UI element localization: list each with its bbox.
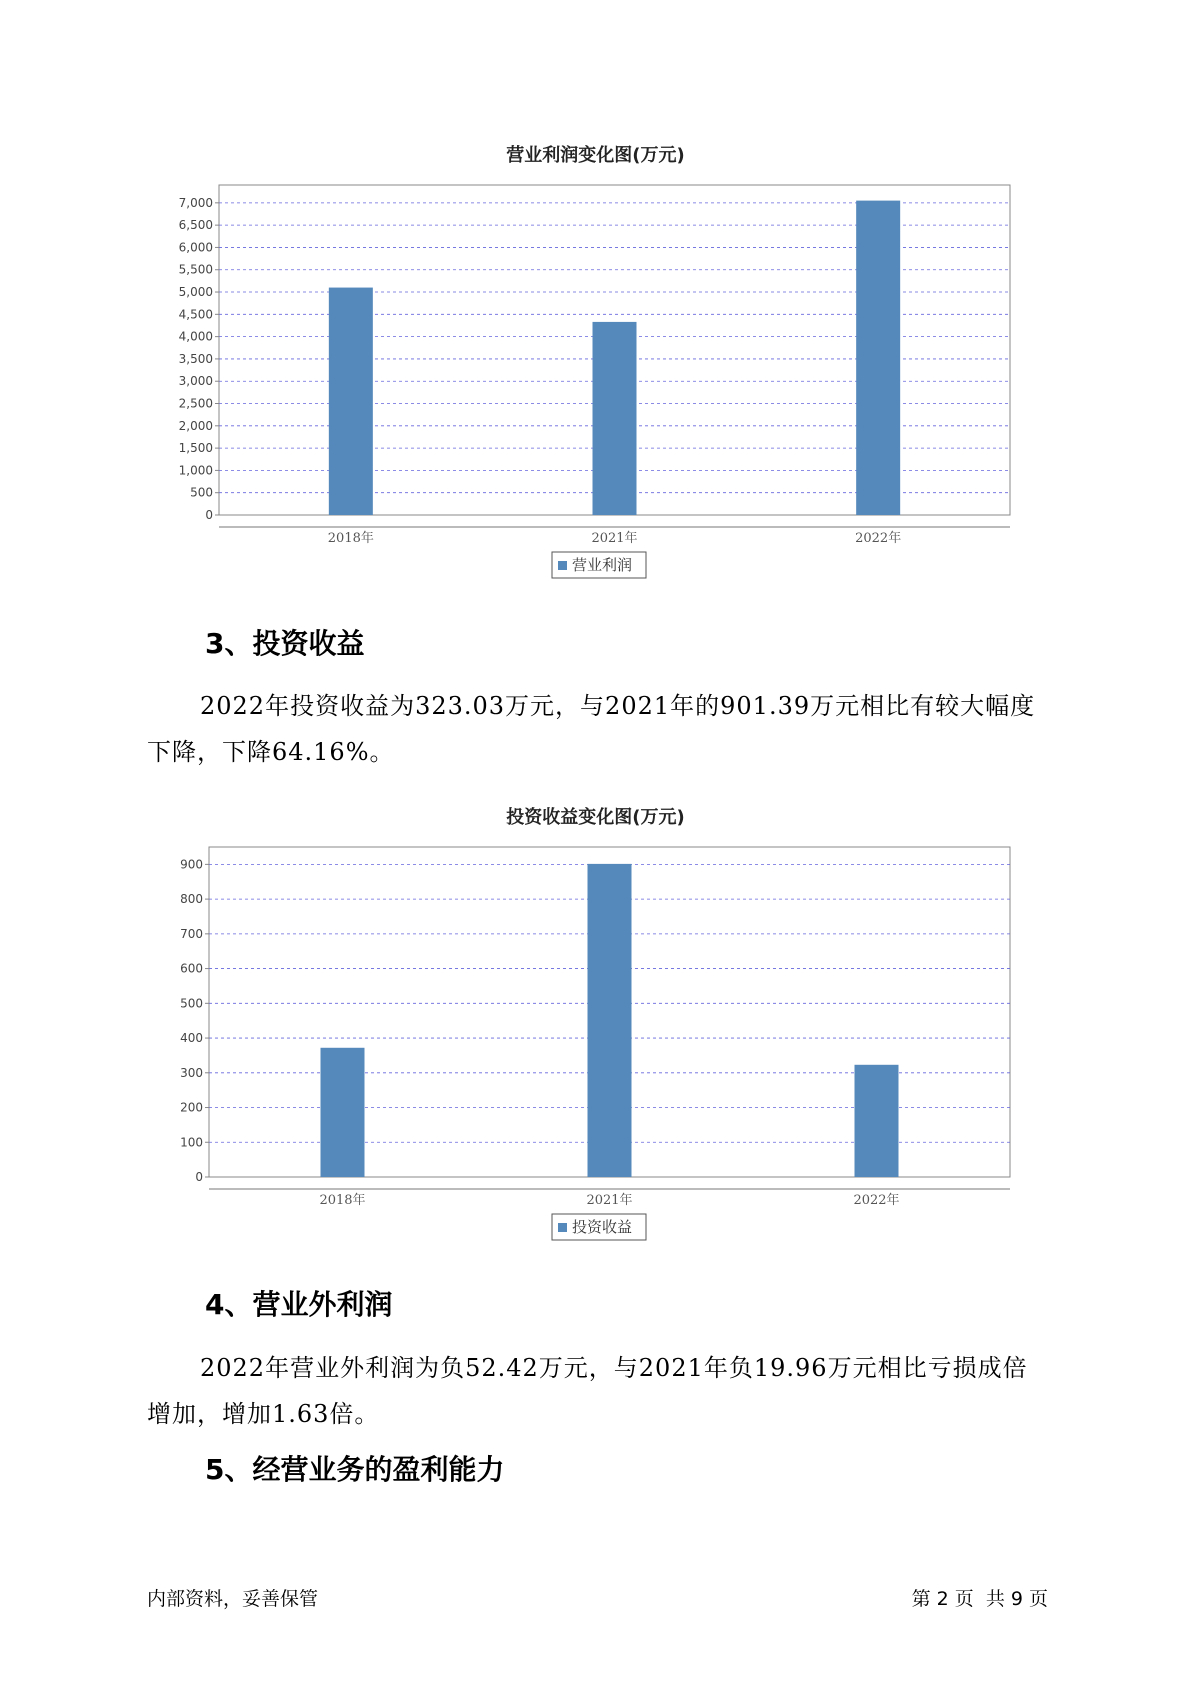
- bar-2022年: [855, 1065, 899, 1177]
- x-tick-label: 2018年: [319, 1193, 366, 1208]
- x-tick-label: 2022年: [853, 1193, 900, 1208]
- legend-label: 投资收益: [572, 1218, 633, 1236]
- footer-page-number: 第 2 页 共 9 页: [911, 1588, 1048, 1610]
- y-tick-label: 500: [180, 996, 203, 1011]
- legend: [552, 1214, 646, 1240]
- bar-2021年: [593, 322, 637, 515]
- y-tick-label: 4,000: [178, 329, 213, 344]
- section-heading-investment-income: 3、投资收益: [205, 627, 365, 660]
- legend-label: 营业利润: [572, 556, 633, 574]
- y-tick-label: 6,000: [178, 240, 213, 255]
- footer-confidential-note: 内部资料，妥善保管: [147, 1588, 319, 1610]
- y-tick-label: 5,500: [178, 262, 213, 277]
- y-tick-label: 2,500: [178, 396, 213, 411]
- y-tick-label: 100: [180, 1135, 203, 1150]
- y-tick-label: 800: [180, 892, 203, 907]
- y-tick-label: 600: [180, 961, 203, 976]
- legend-swatch: [558, 1223, 567, 1232]
- y-tick-label: 1,500: [178, 441, 213, 456]
- section-paragraph-non-operating-profit: 2022年营业外利润为负52.42万元，与2021年负19.96万元相比亏损成倍增加，增加1.63倍。: [147, 1354, 1028, 1428]
- bar-2018年: [329, 288, 373, 515]
- y-tick-label: 3,000: [178, 374, 213, 389]
- y-tick-label: 0: [205, 508, 213, 522]
- bar-2018年: [321, 1048, 365, 1177]
- x-tick-label: 2021年: [591, 531, 638, 546]
- y-tick-label: 4,500: [178, 307, 213, 322]
- investment-income-chart: [0, 832, 1191, 1244]
- bar-2022年: [856, 201, 900, 515]
- y-tick-label: 1,000: [178, 463, 213, 478]
- x-tick-label: 2018年: [327, 531, 374, 546]
- x-tick-label: 2021年: [586, 1193, 633, 1208]
- y-tick-label: 3,500: [178, 351, 213, 366]
- y-tick-label: 6,500: [178, 218, 213, 233]
- section-paragraph-investment-income: 2022年投资收益为323.03万元，与2021年的901.39万元相比有较大幅度下降，下降64.16%。: [147, 692, 1036, 766]
- section-heading-business-profitability: 5、经营业务的盈利能力: [205, 1453, 505, 1486]
- chart-title-operating-profit: 营业利润变化图(万元): [506, 145, 685, 166]
- y-tick-label: 400: [180, 1031, 203, 1046]
- y-tick-label: 700: [180, 926, 203, 941]
- y-tick-label: 5,000: [178, 285, 213, 300]
- chart-title-investment-income: 投资收益变化图(万元): [506, 807, 685, 828]
- bar-2021年: [588, 864, 632, 1177]
- y-tick-label: 7,000: [178, 195, 213, 210]
- y-tick-label: 300: [180, 1065, 203, 1080]
- y-tick-label: 500: [190, 485, 213, 500]
- operating-profit-chart: [0, 170, 1191, 590]
- legend-swatch: [558, 561, 567, 570]
- y-tick-label: 2,000: [178, 418, 213, 433]
- y-tick-label: 0: [195, 1170, 203, 1184]
- x-tick-label: 2022年: [855, 531, 902, 546]
- y-tick-label: 900: [180, 857, 203, 872]
- legend: [552, 552, 646, 578]
- section-heading-non-operating-profit: 4、营业外利润: [205, 1288, 393, 1321]
- y-tick-label: 200: [180, 1100, 203, 1115]
